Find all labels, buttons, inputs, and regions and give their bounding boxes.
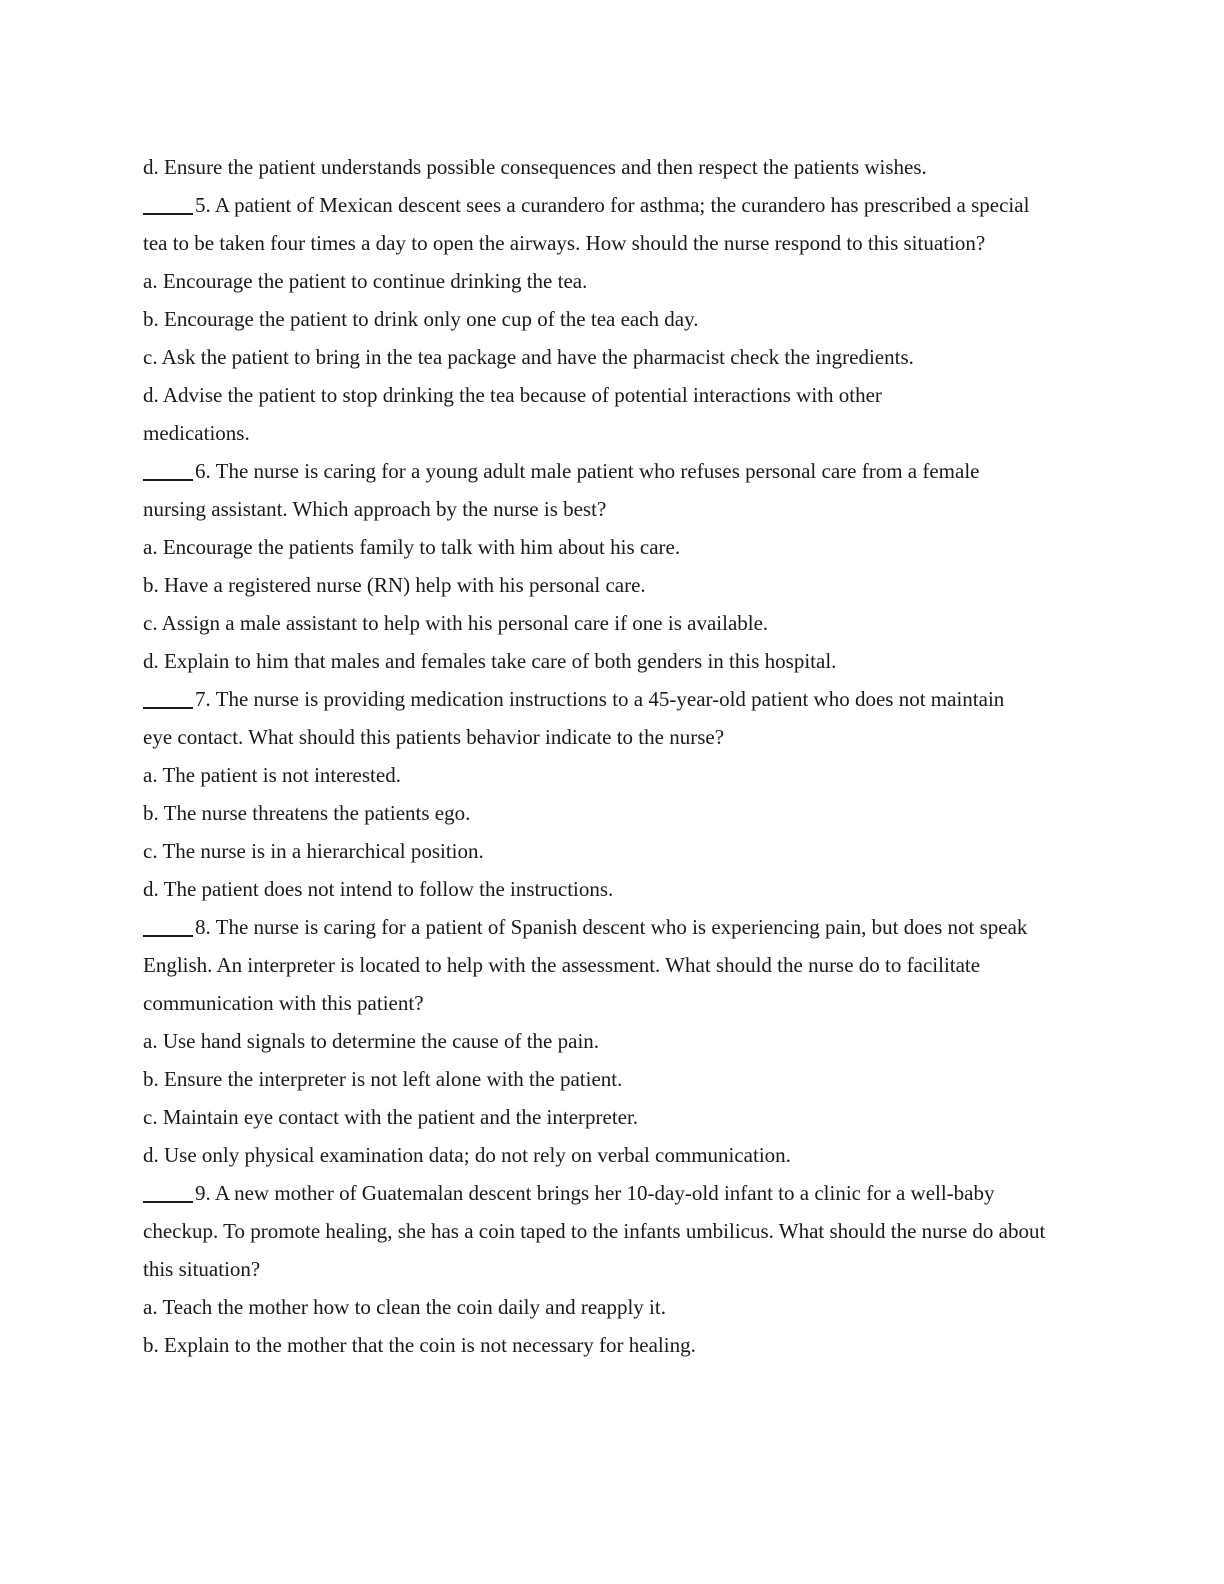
question-stem: 5. A patient of Mexican descent sees a curandero for asthma; the curandero has prescribed a special tea to be taken four times a day to open the airways. How should the nurse respond to this situation? bbox=[143, 193, 1030, 255]
question-9 bbox=[143, 1174, 1073, 1364]
answer-blank[interactable] bbox=[143, 191, 193, 215]
answer-blank[interactable] bbox=[143, 457, 193, 481]
answer-blank[interactable] bbox=[143, 1179, 193, 1203]
question-stem: 6. The nurse is caring for a young adult male patient who refuses personal care from a female nursing assistant. Which approach by the nurse is best? bbox=[143, 459, 980, 521]
question-7 bbox=[143, 680, 1073, 908]
answer-option: a. Encourage the patient to continue drinking the tea. bbox=[143, 269, 588, 293]
answer-option: b. Explain to the mother that the coin is not necessary for healing. bbox=[143, 1333, 696, 1357]
answer-blank[interactable] bbox=[143, 913, 193, 937]
answer-option: b. Encourage the patient to drink only one cup of the tea each day. bbox=[143, 307, 699, 331]
answer-option: b. Have a registered nurse (RN) help with his personal care. bbox=[143, 573, 646, 597]
answer-option: b. The nurse threatens the patients ego. bbox=[143, 801, 471, 825]
answer-option: d. Explain to him that males and females take care of both genders in this hospital. bbox=[143, 649, 837, 673]
answer-option: c. Maintain eye contact with the patient and the interpreter. bbox=[143, 1105, 639, 1129]
carryover-option: d. Ensure the patient understands possible consequences and then respect the patients wishes. bbox=[143, 155, 927, 179]
answer-option: d. The patient does not intend to follow the instructions. bbox=[143, 877, 614, 901]
document-page bbox=[143, 148, 1073, 1364]
answer-option: a. The patient is not interested. bbox=[143, 763, 401, 787]
answer-option: a. Encourage the patients family to talk with him about his care. bbox=[143, 535, 681, 559]
question-stem: 8. The nurse is caring for a patient of Spanish descent who is experiencing pain, but does not speak English. An interpreter is located to help with the assessment. What should the nurse do to facilitate communication with this patient? bbox=[143, 915, 1028, 1015]
question-5 bbox=[143, 186, 1073, 452]
answer-option: c. Ask the patient to bring in the tea package and have the pharmacist check the ingredients. bbox=[143, 345, 914, 369]
answer-option: b. Ensure the interpreter is not left alone with the patient. bbox=[143, 1067, 623, 1091]
answer-option: d. Use only physical examination data; do not rely on verbal communication. bbox=[143, 1143, 791, 1167]
answer-option: c. Assign a male assistant to help with his personal care if one is available. bbox=[143, 611, 769, 635]
answer-option: a. Use hand signals to determine the cause of the pain. bbox=[143, 1029, 600, 1053]
question-6 bbox=[143, 452, 1073, 680]
answer-blank[interactable] bbox=[143, 685, 193, 709]
question-8 bbox=[143, 908, 1073, 1174]
question-stem: 9. A new mother of Guatemalan descent brings her 10-day-old infant to a clinic for a well-baby checkup. To promote healing, she has a coin taped to the infants umbilicus. What should the nurse do about this situation? bbox=[143, 1181, 1046, 1281]
answer-option: d. Advise the patient to stop drinking the tea because of potential interactions with other medications. bbox=[143, 383, 882, 445]
answer-option: c. The nurse is in a hierarchical position. bbox=[143, 839, 484, 863]
question-stem: 7. The nurse is providing medication instructions to a 45-year-old patient who does not maintain eye contact. What should this patients behavior indicate to the nurse? bbox=[143, 687, 1005, 749]
answer-option: a. Teach the mother how to clean the coin daily and reapply it. bbox=[143, 1295, 666, 1319]
